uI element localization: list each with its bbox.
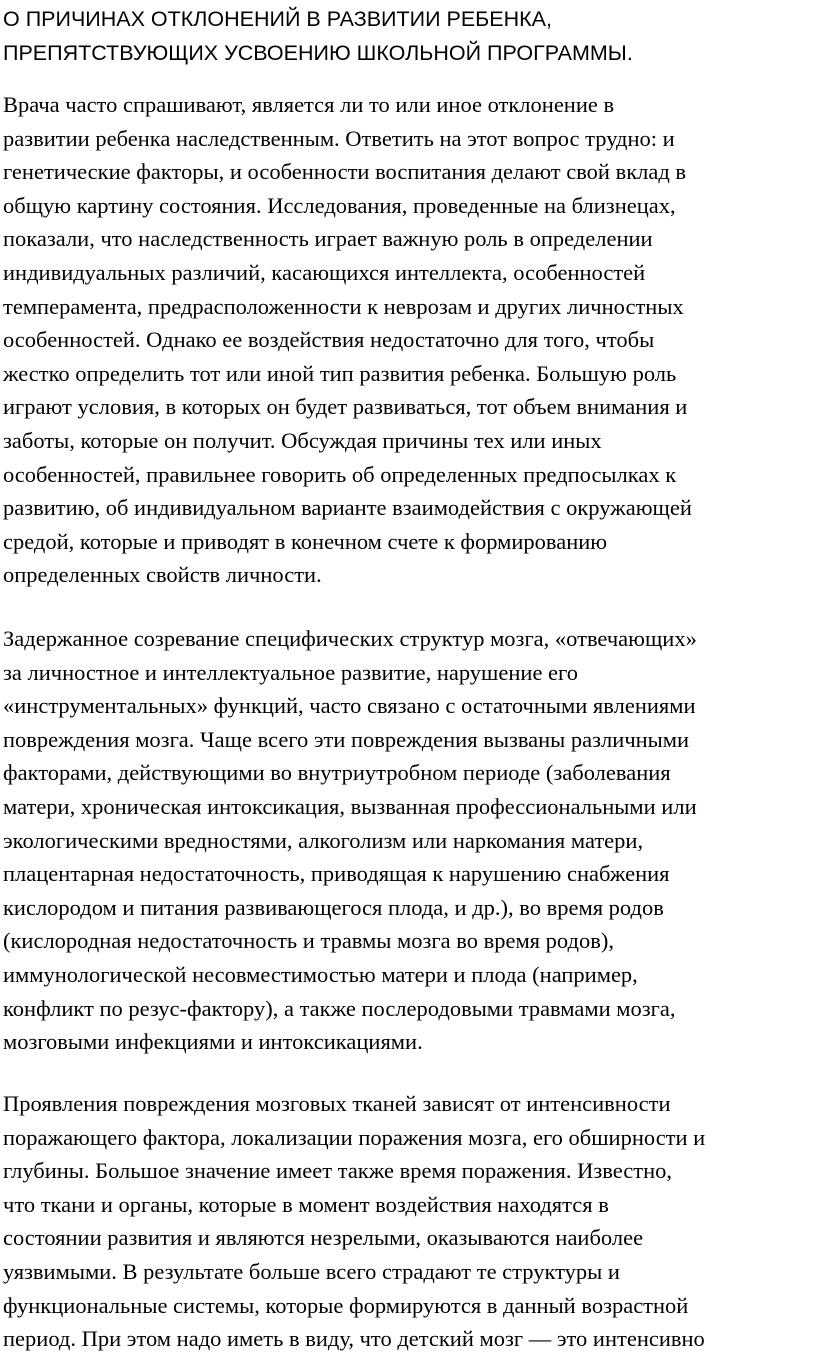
paragraph-brain-damage <box>3 622 697 1059</box>
text-line: факторами, действующими во внутриутробном периоде (заболевания <box>3 760 671 786</box>
text-line: кислородом и питания развивающегося плода, и др.), во время родов <box>3 894 664 920</box>
text-line: Проявления повреждения мозговых тканей зависят от интенсивности <box>3 1091 671 1116</box>
text-line: плацентарная недостаточность, приводящая к нарушению снабжения <box>3 861 670 887</box>
text-line: конфликт по резус-фактору), а также послеродовыми травмами мозга, <box>3 995 676 1021</box>
text-line: индивидуальных различий, касающихся интеллекта, особенностей <box>3 259 646 285</box>
text-line: период. При этом надо иметь в виду, что детский мозг — это интенсивно <box>3 1326 705 1352</box>
document-title <box>3 2 633 70</box>
text-line: глубины. Большое значение имеет также время поражения. Известно, <box>3 1158 673 1184</box>
text-line: Врача часто спрашивают, является ли то или иное отклонение в <box>3 92 615 117</box>
text-line: определенных свойств личности. <box>3 562 322 588</box>
text-line: средой, которые и приводят в конечном счете к формированию <box>3 528 608 554</box>
text-line: темперамента, предрасположенности к неврозам и других личностных <box>3 293 684 319</box>
title-line: ПРЕПЯТСТВУЮЩИХ УСВОЕНИЮ ШКОЛЬНОЙ ПРОГРАММЫ. <box>3 41 633 65</box>
text-line: поражающего фактора, локализации поражения мозга, его обширности и <box>3 1124 706 1150</box>
text-line: заботы, которые он получит. Обсуждая причины тех или иных <box>3 427 602 453</box>
text-line: жестко определить тот или иной тип развития ребенка. Большую роль <box>3 360 677 386</box>
text-line: развитию, об индивидуальном варианте взаимодействия с окружающей <box>3 495 692 521</box>
paragraph-heredity <box>3 88 692 592</box>
text-line: за личностное и интеллектуальное развитие, нарушение его <box>3 659 578 685</box>
title-line: О ПРИЧИНАХ ОТКЛОНЕНИЙ В РАЗВИТИИ РЕБЕНКА, <box>3 7 552 31</box>
text-line: матери, хроническая интоксикация, вызванная профессиональными или <box>3 793 697 819</box>
text-line: повреждения мозга. Чаще всего эти повреждения вызваны различными <box>3 726 690 752</box>
text-line: общую картину состояния. Исследования, проведенные на близнецах, <box>3 192 676 218</box>
text-line: «инструментальных» функций, часто связано с остаточными явлениями <box>3 693 696 719</box>
text-line: генетические факторы, и особенности воспитания делают свой вклад в <box>3 159 687 185</box>
text-line: экологическими вредностями, алкоголизм или наркомания матери, <box>3 827 644 853</box>
text-line: (кислородная недостаточность и травмы мозга во время родов), <box>3 928 614 954</box>
text-line: иммунологической несовместимостью матери и плода (например, <box>3 961 638 987</box>
text-line: мозговыми инфекциями и интоксикациями. <box>3 1029 423 1055</box>
text-line: особенностей, правильнее говорить об определенных предпосылках к <box>3 461 677 487</box>
text-line: играют условия, в которых он будет развиваться, тот объем внимания и <box>3 394 688 420</box>
text-line: показали, что наследственность играет важную роль в определении <box>3 226 653 252</box>
text-line: состоянии развития и являются незрелыми, оказываются наиболее <box>3 1225 644 1251</box>
text-line: развитии ребенка наследственным. Ответить на этот вопрос трудно: и <box>3 125 675 151</box>
text-line: особенностей. Однако ее воздействия недостаточно для того, чтобы <box>3 327 655 353</box>
text-line: функциональные системы, которые формируются в данный возрастной <box>3 1292 689 1318</box>
text-line: Задержанное созревание специфических структур мозга, «отвечающих» <box>3 626 697 651</box>
text-line: что ткани и органы, которые в момент воздействия находятся в <box>3 1191 609 1217</box>
text-line: уязвимыми. В результате больше всего страдают те структуры и <box>3 1258 620 1284</box>
paragraph-damage-manifestations <box>3 1087 705 1356</box>
